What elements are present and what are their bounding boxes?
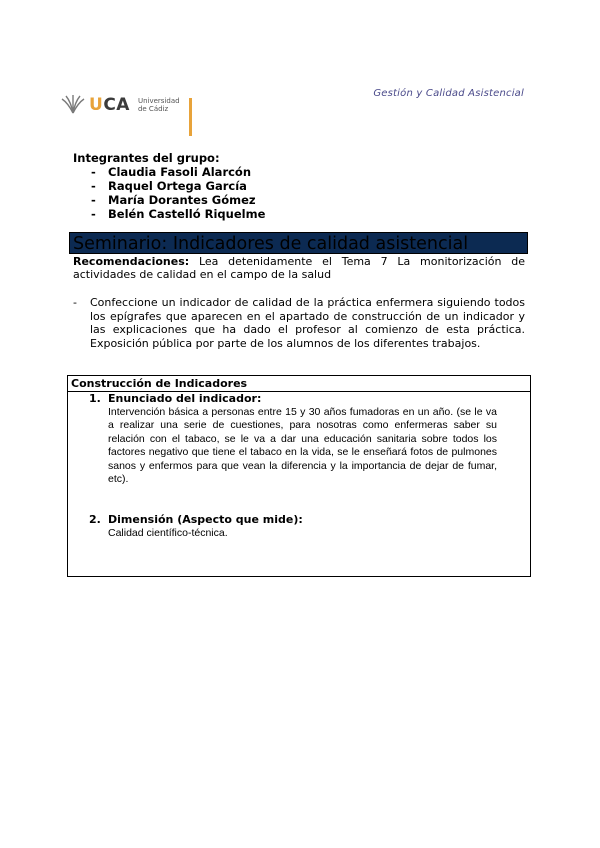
- group-heading: Integrantes del grupo:: [73, 151, 220, 165]
- logo-divider: [189, 98, 192, 136]
- recommendations-label: Recomendaciones:: [73, 255, 190, 268]
- members-list: [73, 165, 265, 221]
- item-label: Enunciado del indicador:: [108, 392, 262, 405]
- dimension-item: [89, 513, 497, 540]
- crest-icon: [60, 93, 86, 117]
- item-body: Intervención básica a personas entre 15 y 30 años fumadoras en un año. (se le va a realizar una serie de cuestiones, para nosotras como enfermeras saber su relación con el tabaco, se le va a dar una educación sanitaria sobre todos los factores negativo que tiene el tabaco en la vida, se le enseñará fotos de pulmones sanos y enfermos para que vean la diferencia y la importancia de dejar de fumar, etc).: [108, 405, 497, 485]
- recommendations-text: Lea detenidamente el Tema 7 La monitorización de actividades de calidad en el campo de la salud: [73, 255, 525, 281]
- item-number: 1.: [89, 392, 101, 405]
- indicator-statement-item: [89, 392, 497, 487]
- list-item: - Claudia Fasoli Alarcón: [91, 165, 265, 179]
- seminar-title: Seminario: Indicadores de calidad asistencial: [69, 232, 528, 254]
- item-number: 2.: [89, 513, 101, 526]
- task-dash: -: [73, 296, 77, 309]
- course-title: Gestión y Calidad Asistencial: [373, 88, 524, 99]
- construction-heading: Construcción de Indicadores: [68, 376, 530, 392]
- university-logo: [60, 93, 180, 117]
- item-label: Dimensión (Aspecto que mide):: [108, 513, 303, 526]
- task-instruction: [73, 296, 525, 350]
- recommendations: [73, 255, 525, 281]
- logo-subtitle: Universidad de Cádiz: [137, 97, 180, 113]
- task-text: Confeccione un indicador de calidad de la práctica enfermera siguiendo todos los epígrafes que aparecen en el apartado de construcción de un indicador y las explicaciones que ha dado el profesor al comienzo de esta práctica. Exposición pública por parte de los alumnos de los diferentes trabajos.: [90, 296, 525, 350]
- logo-wordmark: UCA: [89, 95, 130, 115]
- list-item: - Belén Castelló Riquelme: [91, 207, 265, 221]
- construction-box: [67, 375, 531, 577]
- list-item: - Raquel Ortega García: [91, 179, 265, 193]
- list-item: - María Dorantes Gómez: [91, 193, 265, 207]
- group-members-section: [73, 151, 265, 221]
- item-body: Calidad científico-técnica.: [108, 526, 228, 539]
